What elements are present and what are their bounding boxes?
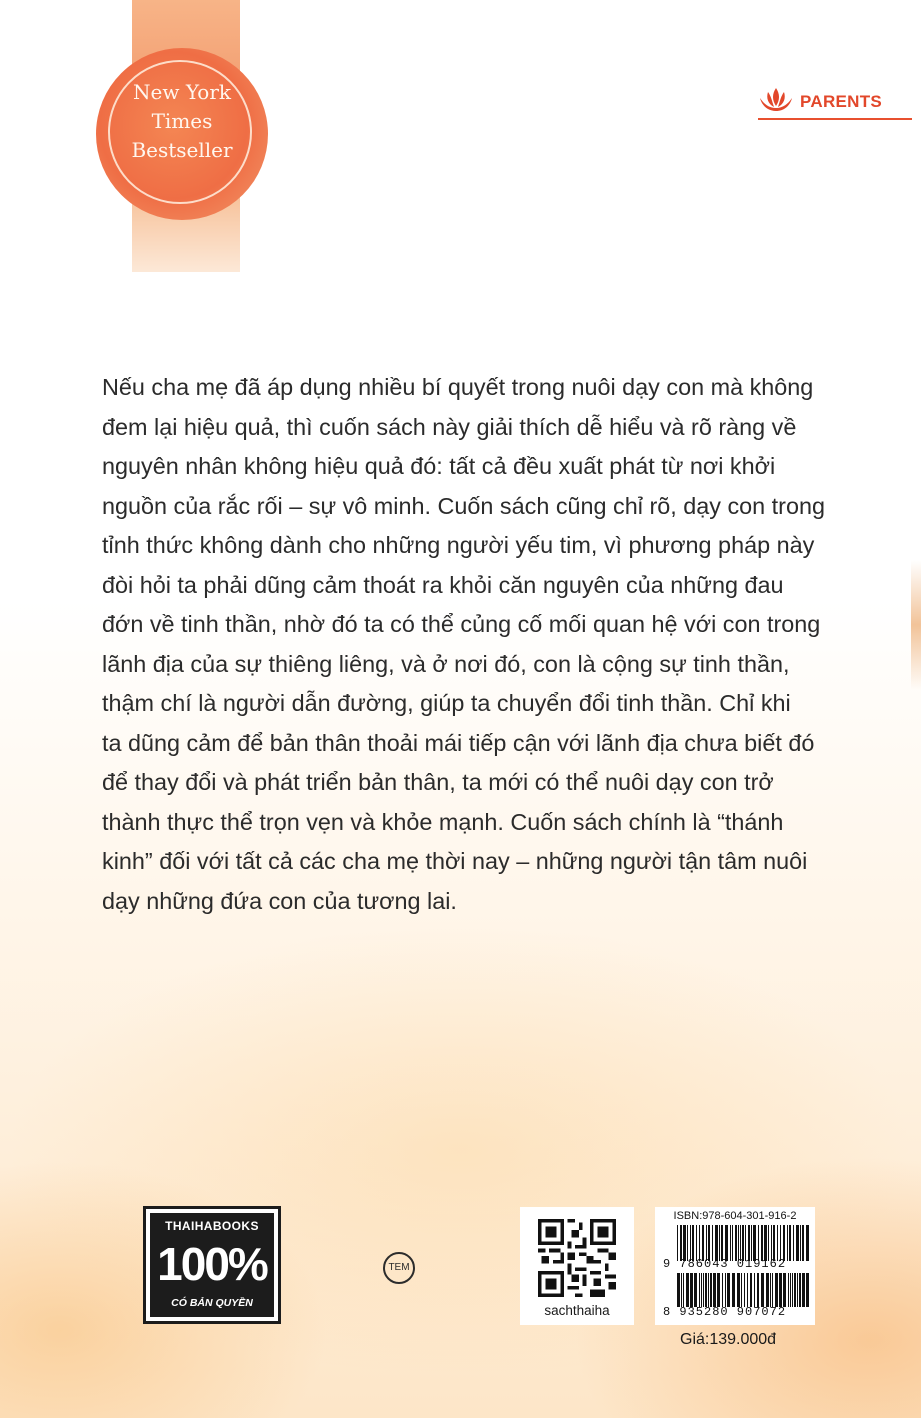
barcode-bar <box>747 1273 748 1307</box>
barcode-bar <box>721 1225 723 1261</box>
barcode-bar <box>779 1273 782 1307</box>
copyright-publisher: THAIHABOOKS <box>165 1219 259 1233</box>
brand-label: PARENTS <box>800 92 883 111</box>
barcode-bar <box>717 1273 720 1307</box>
seal-line-1: New York <box>133 80 231 104</box>
barcode-bar <box>753 1225 756 1261</box>
barcode-bar <box>751 1225 752 1261</box>
barcode-bar <box>708 1225 710 1261</box>
barcode-bar <box>706 1225 707 1261</box>
barcode-bar <box>806 1273 809 1307</box>
barcode-bar <box>683 1225 686 1261</box>
barcode-bar <box>725 1273 726 1307</box>
barcode-bar <box>793 1225 794 1261</box>
barcode-bar <box>732 1225 733 1261</box>
barcode-bar <box>745 1225 746 1261</box>
barcode-bar <box>773 1225 775 1261</box>
barcode-bar <box>742 1225 744 1261</box>
barcode-bar <box>802 1225 804 1261</box>
product-barcode-icon <box>677 1273 809 1307</box>
barcode-bar <box>750 1273 752 1307</box>
copyright-caption: CÓ BẢN QUYỀN <box>171 1297 253 1309</box>
barcode-bar <box>686 1273 689 1307</box>
barcode-bar <box>732 1273 735 1307</box>
blurb-line: nguyên nhân không hiệu quả đó: tất cả đều xuất phát từ nơi khởi <box>102 453 776 479</box>
barcode-bar <box>683 1273 684 1307</box>
lotus-hands-icon <box>758 84 794 114</box>
barcode-bar <box>771 1225 772 1261</box>
barcode-bar <box>690 1225 691 1261</box>
blurb-line: nguồn của rắc rối – sự vô minh. Cuốn sách cũng chỉ rõ, dạy con trong <box>102 492 825 519</box>
barcode-bar <box>692 1225 694 1261</box>
barcode-bar <box>761 1273 764 1307</box>
barcode-bar <box>757 1273 759 1307</box>
barcode-bar <box>699 1225 700 1261</box>
qr-label: sachthaiha <box>544 1303 610 1318</box>
barcode-bar <box>677 1273 680 1307</box>
barcode-bar <box>772 1273 773 1307</box>
isbn-barcode-number: 9 786043 019162 <box>663 1257 787 1271</box>
blurb-line: dạy những đứa con của tương lai. <box>102 887 457 914</box>
barcode-bar <box>806 1225 809 1261</box>
barcode-bar <box>768 1225 769 1261</box>
barcode-bar <box>701 1273 702 1307</box>
barcode-bar <box>705 1273 707 1307</box>
barcode-bar <box>708 1273 709 1307</box>
barcode-bar <box>719 1225 720 1261</box>
barcode-bar <box>694 1273 697 1307</box>
barcode-bar <box>777 1225 778 1261</box>
seal-text <box>96 78 268 165</box>
blurb-line: kinh” đối với tất cả các cha mẹ thời nay – những người tận tâm nuôi <box>102 848 808 874</box>
barcode-bar <box>687 1225 688 1261</box>
barcode-bar <box>699 1273 700 1307</box>
barcode-bar <box>712 1225 713 1261</box>
barcode-bar <box>696 1225 697 1261</box>
qr-code-icon <box>538 1219 616 1297</box>
barcode-bar <box>725 1225 728 1261</box>
barcode-bar <box>764 1225 767 1261</box>
barcode-bar <box>740 1225 741 1261</box>
blurb-line: ta dũng cảm để bản thân thoải mái tiếp cận với lãnh địa chưa biết đó <box>102 729 815 756</box>
product-barcode-number: 8 935280 907072 <box>663 1305 787 1319</box>
barcode-bar <box>758 1225 759 1261</box>
barcode-bar <box>789 1225 791 1261</box>
barcode-card <box>655 1207 815 1325</box>
barcode-bar <box>783 1225 785 1261</box>
isbn-text: ISBN:978-604-301-916-2 <box>673 1210 797 1222</box>
barcode-bar <box>677 1225 678 1261</box>
isbn-barcode-icon <box>677 1225 809 1261</box>
barcode-bar <box>787 1225 788 1261</box>
seal-line-2: Times <box>151 109 213 133</box>
blurb-line: tỉnh thức không dành cho những người yếu tim, vì phương pháp này <box>102 532 815 558</box>
watercolor-edge-mark <box>911 560 921 690</box>
barcode-bar <box>713 1273 716 1307</box>
barcode-bar <box>738 1225 739 1261</box>
barcode-bar <box>796 1225 799 1261</box>
blurb-line: lãnh địa của sự thiêng liêng, và ở nơi đó, con là cộng sự tinh thần, <box>102 650 790 677</box>
qr-card <box>520 1207 634 1325</box>
blurb-line: đớn về tinh thần, nhờ đó ta có thể củng cố mối quan hệ với con trong <box>102 611 821 637</box>
bestseller-seal <box>96 48 268 220</box>
barcode-bar <box>797 1273 798 1307</box>
blurb-line: đòi hỏi ta phải dũng cảm thoát ra khỏi căn nguyên của những đau <box>102 571 784 598</box>
copyright-percent: 100% <box>157 1238 267 1290</box>
barcode-bar <box>754 1273 755 1307</box>
barcode-bar <box>703 1273 704 1307</box>
barcode-bar <box>715 1225 718 1261</box>
blurb-line: thành thực thể trọn vẹn và khỏe mạnh. Cuốn sách chính là “thánh <box>102 808 784 835</box>
barcode-bar <box>690 1273 693 1307</box>
barcode-bar <box>794 1273 796 1307</box>
copyright-stamp <box>143 1206 281 1324</box>
barcode-bar <box>766 1273 769 1307</box>
back-cover-blurb <box>102 368 825 921</box>
barcode-bar <box>799 1273 801 1307</box>
barcode-bar <box>727 1273 730 1307</box>
barcode-bar <box>800 1225 801 1261</box>
copyright-stamp-inner <box>150 1213 274 1317</box>
barcode-bar <box>680 1225 682 1261</box>
publisher-brand <box>758 84 912 120</box>
barcode-bar <box>722 1273 723 1307</box>
barcode-bar <box>790 1273 791 1307</box>
barcode-bar <box>741 1273 742 1307</box>
tem-stamp: TEM <box>383 1252 415 1284</box>
barcode-bar <box>730 1225 731 1261</box>
seal-line-3: Bestseller <box>131 138 233 162</box>
barcode-bar <box>788 1273 789 1307</box>
price-label: Giá:139.000đ <box>680 1331 777 1348</box>
barcode-bar <box>783 1273 786 1307</box>
barcode-bar <box>775 1273 778 1307</box>
blurb-line: thậm chí là người dẫn đường, giúp ta chuyển đổi tinh thần. Chỉ khi <box>102 690 791 716</box>
barcode-bar <box>737 1273 740 1307</box>
blurb-line: để thay đổi và phát triển bản thân, ta mới có thể nuôi dạy con trở <box>102 769 774 795</box>
barcode-bar <box>710 1273 712 1307</box>
barcode-bar <box>802 1273 805 1307</box>
barcode-bar <box>744 1273 745 1307</box>
blurb-line: Nếu cha mẹ đã áp dụng nhiều bí quyết trong nuôi dạy con mà không <box>102 374 814 400</box>
barcode-bar <box>702 1225 704 1261</box>
barcode-bar <box>770 1273 771 1307</box>
barcode-bar <box>761 1225 763 1261</box>
barcode-bar <box>748 1225 750 1261</box>
barcode-bar <box>792 1273 793 1307</box>
blurb-line: đem lại hiệu quả, thì cuốn sách này giải thích dễ hiểu và rõ ràng về <box>102 413 797 440</box>
barcode-bar <box>681 1273 682 1307</box>
barcode-bar <box>735 1225 737 1261</box>
barcode-bar <box>780 1225 781 1261</box>
